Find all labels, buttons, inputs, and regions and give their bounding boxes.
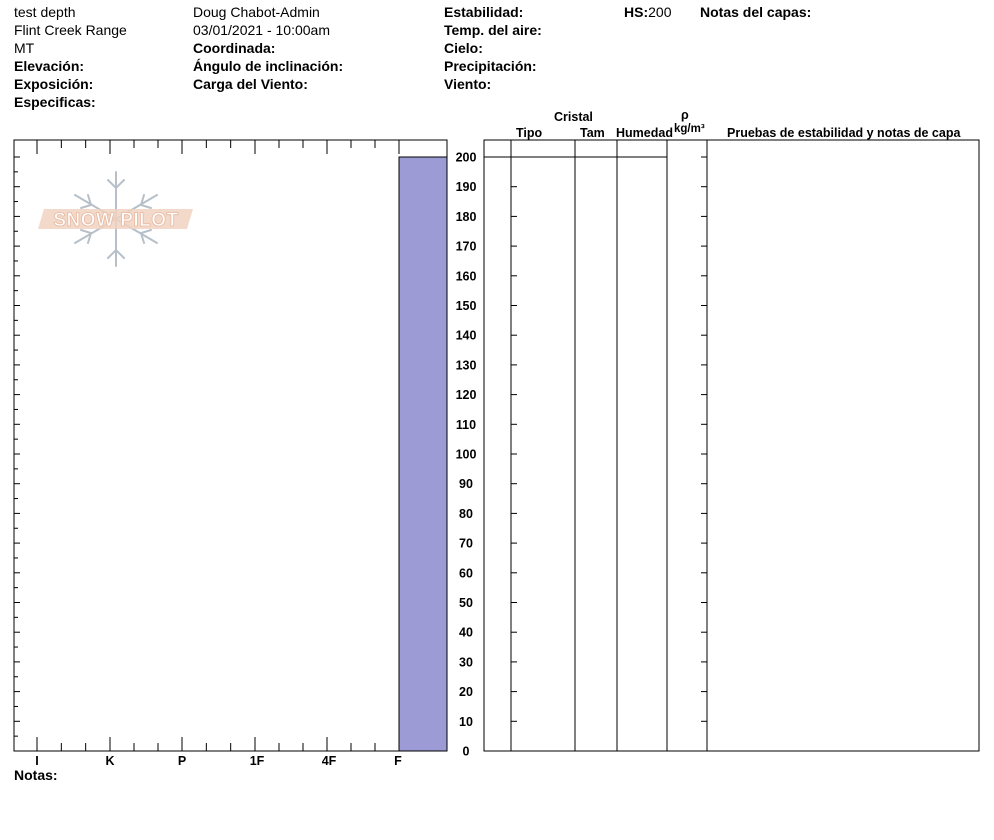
hardness-label: P xyxy=(177,754,187,768)
depth-label: 180 xyxy=(455,209,477,224)
state-name: MT xyxy=(14,40,35,56)
layer-notes-label: Notas del capas: xyxy=(700,4,812,20)
density-symbol: ρ xyxy=(681,108,689,122)
layer-table-frame xyxy=(484,140,979,751)
depth-label: 110 xyxy=(455,417,477,432)
hardness-layers xyxy=(399,157,447,751)
depth-label: 0 xyxy=(462,744,470,759)
slope-angle-label: Ángulo de inclinación: xyxy=(193,58,344,74)
specifics-label: Especificas: xyxy=(14,94,96,110)
elevation-label: Elevación: xyxy=(14,58,85,74)
layer-table-ticks xyxy=(511,157,707,751)
notes-label: Notas: xyxy=(14,767,58,783)
precipitation-label: Precipitación: xyxy=(444,58,537,74)
observation-datetime: 03/01/2021 - 10:00am xyxy=(193,22,330,38)
density-unit-header: kg/m³ xyxy=(674,123,705,135)
hardness-top-ticks xyxy=(14,140,447,154)
hardness-label: 1F xyxy=(249,754,265,768)
depth-left-ticks xyxy=(14,157,20,751)
depth-label: 160 xyxy=(455,269,477,284)
size-header: Tam xyxy=(580,126,605,140)
hardness-chart-frame xyxy=(14,140,447,751)
hardness-layer-bar xyxy=(399,157,447,751)
depth-label: 60 xyxy=(459,566,473,581)
hs-label: HS: xyxy=(624,4,649,20)
hardness-label: F xyxy=(394,754,402,768)
depth-label: 40 xyxy=(459,625,473,640)
depth-label: 130 xyxy=(455,358,477,373)
wind-load-label: Carga del Viento: xyxy=(193,76,308,92)
depth-label: 150 xyxy=(455,299,477,313)
depth-label: 100 xyxy=(455,447,477,462)
logo-text: SNOW PILOT xyxy=(53,210,179,231)
depth-label: 20 xyxy=(459,685,473,700)
depth-label: 30 xyxy=(459,655,473,670)
depth-label: 140 xyxy=(455,328,477,343)
air-temp-label: Temp. del aire: xyxy=(444,22,542,38)
location-name: test depth xyxy=(14,4,76,20)
type-header: Tipo xyxy=(516,126,543,140)
range-name: Flint Creek Range xyxy=(14,22,127,38)
depth-label: 170 xyxy=(455,239,477,254)
depth-label: 190 xyxy=(455,180,477,195)
depth-label: 50 xyxy=(459,596,473,610)
depth-axis-labels xyxy=(456,151,477,759)
coordinate-label: Coordinada: xyxy=(193,40,276,56)
depth-label: 80 xyxy=(459,506,473,521)
hardness-scale-labels xyxy=(35,754,402,768)
wind-label: Viento: xyxy=(444,76,492,92)
stability-label: Estabilidad: xyxy=(444,4,524,20)
depth-label: 70 xyxy=(459,536,473,551)
moisture-header: Humedad xyxy=(616,126,673,140)
hardness-bottom-ticks xyxy=(14,737,447,751)
snowpilot-logo xyxy=(38,172,193,266)
depth-label: 200 xyxy=(455,150,477,165)
sky-label: Cielo: xyxy=(444,40,483,56)
hardness-label: 4F xyxy=(321,754,337,768)
depth-label: 10 xyxy=(459,714,473,729)
hardness-label: I xyxy=(35,754,39,768)
depth-label: 120 xyxy=(455,388,477,403)
hs-value: 200 xyxy=(648,4,672,20)
crystal-header: Cristal xyxy=(554,110,593,124)
observer-name: Doug Chabot-Admin xyxy=(193,4,320,20)
exposure-label: Exposición: xyxy=(14,76,94,92)
stability-notes-header: Pruebas de estabilidad y notas de capa xyxy=(727,126,961,140)
hardness-label: K xyxy=(105,754,115,768)
depth-label: 90 xyxy=(459,477,473,492)
